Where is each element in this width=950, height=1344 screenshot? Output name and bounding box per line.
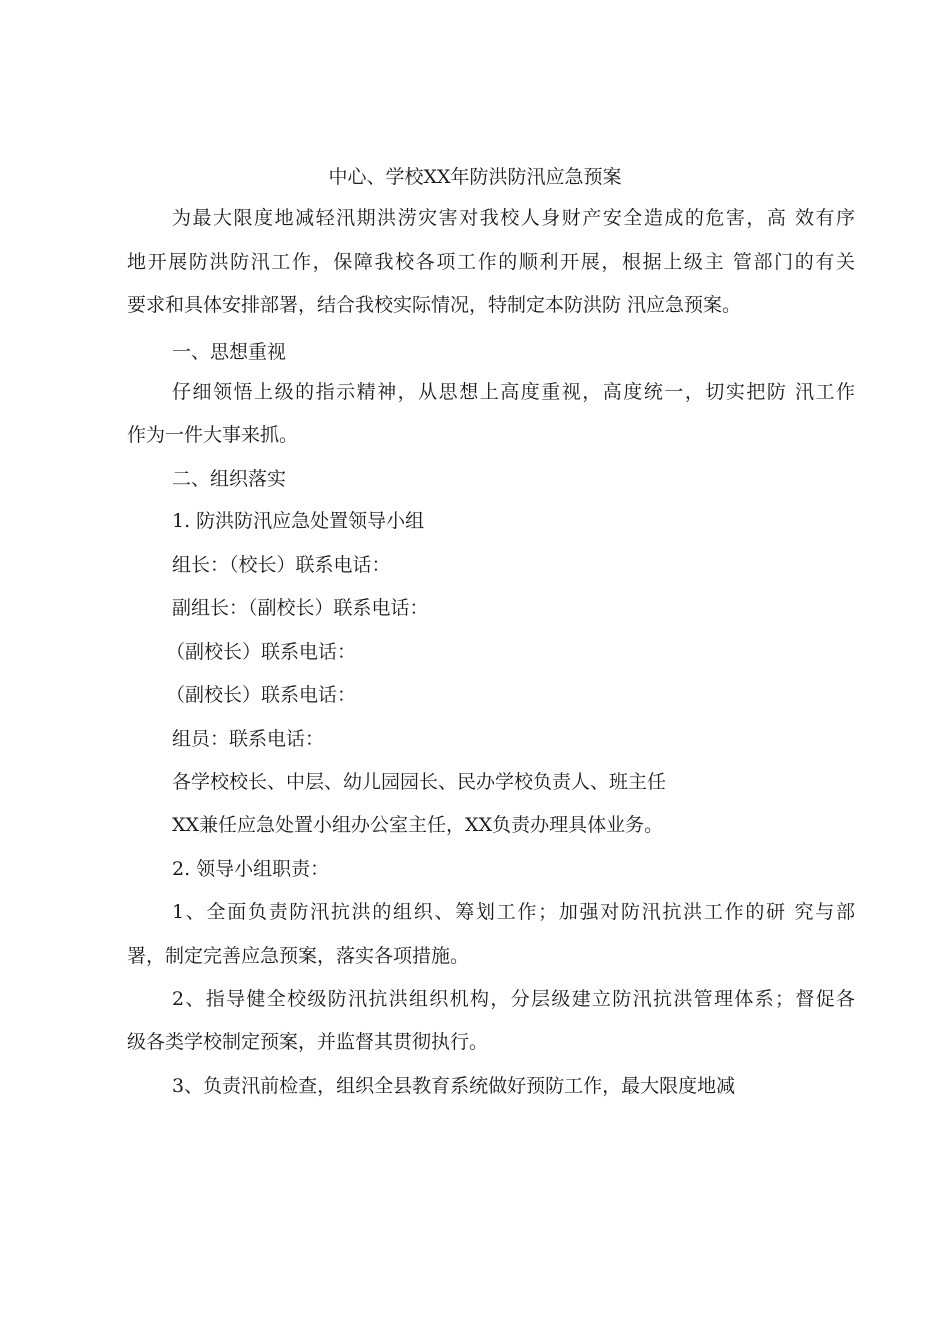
paragraph-line: 为最大限度地减轻汛期洪涝灾害对我校人身财产安全造成的危害，高 效有序 — [172, 207, 855, 229]
paragraph-line: 地开展防洪防汛工作，保障我校各项工作的顺利开展，根据上级主 管部门的有关 — [127, 251, 855, 273]
paragraph-line: XX兼任应急处置小组办公室主任，XX负责办理具体业务。 — [172, 814, 664, 836]
paragraph-line: 要求和具体安排部署，结合我校实际情况，特制定本防洪防 汛应急预案。 — [127, 294, 742, 316]
paragraph-line: 各学校校长、中层、幼儿园园长、民办学校负责人、班主任 — [172, 771, 667, 793]
subsection-heading: 1. 防洪防汛应急处置领导小组 — [172, 510, 425, 532]
paragraph-line: 级各类学校制定预案，并监督其贯彻执行。 — [127, 1031, 489, 1053]
subsection-heading: 2. 领导小组职责： — [172, 858, 330, 880]
paragraph-line: 2、指导健全校级防汛抗洪组织机构，分层级建立防汛抗洪管理体系；督促各 — [172, 988, 855, 1010]
contact-line: 组长：（校长）联系电话： — [172, 554, 391, 576]
document-title: 中心、学校XX年防洪防汛应急预案 — [328, 166, 622, 188]
paragraph-line: 署，制定完善应急预案，落实各项措施。 — [127, 945, 470, 967]
section-heading: 一、思想重视 — [172, 341, 287, 363]
contact-line: （副校长）联系电话： — [166, 641, 357, 663]
paragraph-line: 作为一件大事来抓。 — [127, 424, 299, 446]
paragraph-line: 仔细领悟上级的指示精神，从思想上高度重视，高度统一，切实把防 汛工作 — [172, 381, 855, 403]
paragraph-line: 3、负责汛前检查，组织全县教育系统做好预防工作，最大限度地减 — [172, 1075, 736, 1097]
contact-line: （副校长）联系电话： — [166, 684, 357, 706]
section-heading: 二、组织落实 — [172, 468, 287, 490]
paragraph-line: 1、全面负责防汛抗洪的组织、筹划工作；加强对防汛抗洪工作的研 究与部 — [172, 901, 855, 923]
contact-line: 副组长：（副校长）联系电话： — [172, 597, 429, 619]
contact-line: 组员：联系电话： — [172, 728, 325, 750]
